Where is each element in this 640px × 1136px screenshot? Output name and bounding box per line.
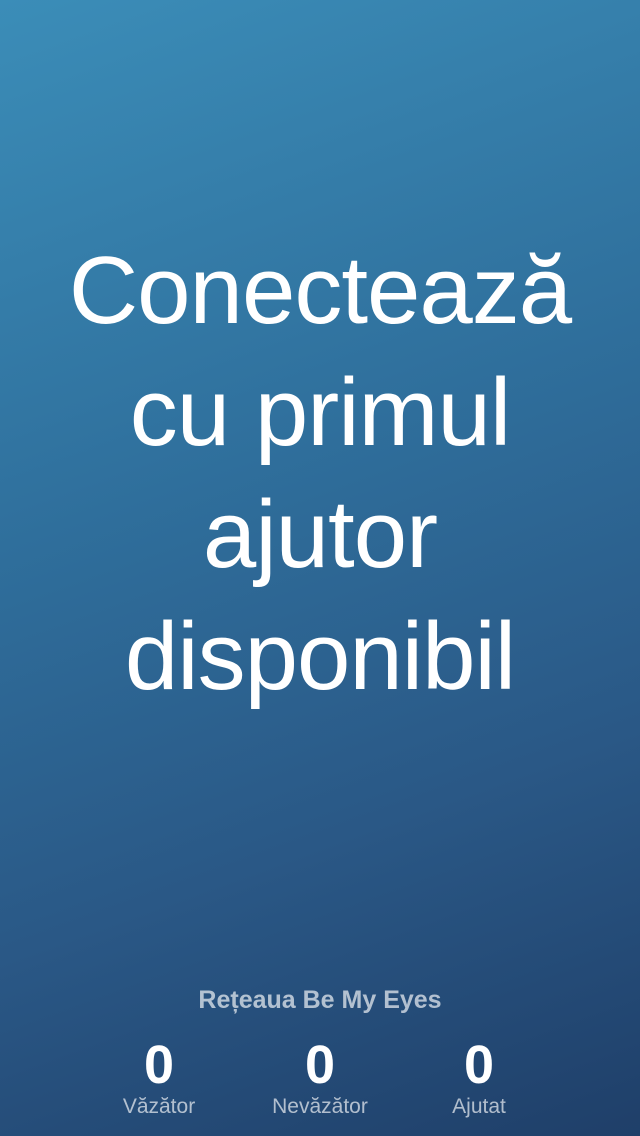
stat-sighted-value: 0 xyxy=(143,1035,175,1095)
network-section xyxy=(0,982,640,1018)
stat-helped-label: Ajutat xyxy=(452,1095,506,1118)
headline xyxy=(0,230,640,718)
headline-line-1: Conectează xyxy=(68,237,572,344)
network-title: Rețeaua Be My Eyes xyxy=(198,986,442,1014)
stat-blind-value: 0 xyxy=(304,1035,336,1095)
stat-helped-value: 0 xyxy=(463,1035,495,1095)
stat-blind-label: Nevăzător xyxy=(272,1095,368,1118)
headline-line-3: ajutor xyxy=(202,481,438,588)
headline-line-2: cu primul xyxy=(129,359,511,466)
headline-line-4: disponibil xyxy=(124,603,516,710)
stat-helped xyxy=(379,1036,579,1120)
stat-sighted-label: Văzător xyxy=(122,1095,196,1118)
network-stats xyxy=(0,1036,640,1126)
